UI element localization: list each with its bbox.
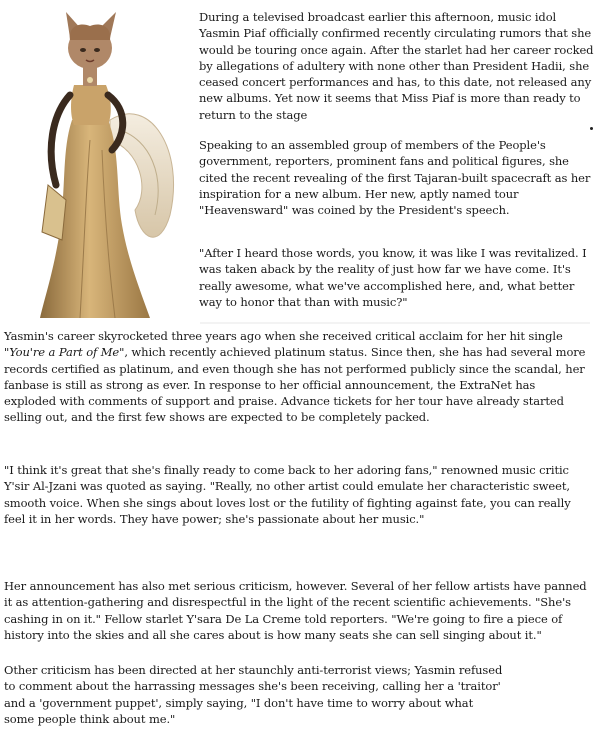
closing-paragraph: Other criticism has been directed at her staunchly anti-terrorist views; Yasmin refused to comment about the harrassing messages she's been receiving, calling her a 'traitor' and a 'government puppet', simply saying, "I don't have time to worry about what some people think about me." — [4, 663, 503, 726]
singer-figure-icon — [0, 0, 193, 320]
career-paragraph — [4, 328, 589, 426]
critic-quote-paragraph: "I think it's great that she's finally ready to come back to her adoring fans," renowned music critic Y'sir Al-Jzani was quoted as saying. "Really, no other artist could emulate her characteristic sweet, smooth voice. When she sings about loves lost or the futility of fighting against fate, you can really feel it in her words. They have power; she's passionate about her music." — [4, 463, 571, 526]
criticism-paragraph: Her announcement has also met serious criticism, however. Several of her fellow artists have panned it as attention-gathering and disrespectful in the light of the recent scientific achievements. "She's cashing in on it." Fellow starlet Y'sara De La Creme told reporters. "We're going to fire a piece of history into the skies and all she cares about is how many seats she can sell singing about it." — [4, 579, 587, 642]
career-text-start: Yasmin's career skyrocketed three years ago when she received critical acclaim for her hit single — [4, 329, 563, 343]
divider — [200, 322, 590, 324]
quote-paragraph: "After I heard those words, you know, it was like I was revitalized. I was taken aback by the reality of just how far we have come. It's really awesome, what we've accomplished here, and, what better way to honor that than with music?" — [199, 246, 587, 309]
stray-mark — [590, 127, 593, 130]
career-text-end: , which recently achieved platinum status. Since then, she has had several more records certified as platinum, and even though she has not performed publicly since the scandal, her fanbase is still as strong as ever. In response to her official announcement, the ExtraNet has exploded with comments of support and praise. Advance tickets for her tour have already started selling out, and the first few shows are expected to be completely packed. — [4, 345, 586, 425]
speech-paragraph: Speaking to an assembled group of members of the People's government, reporters, prominent fans and political figures, she cited the recent revealing of the first Tajaran-built spacecraft as her inspiration for a new album. Her new, aptly named tour "Heavensward" was coined by the President's speech. — [199, 138, 591, 218]
singer-illustration — [0, 0, 193, 320]
song-title: "You're a Part of Me" — [4, 345, 125, 360]
intro-paragraph: During a televised broadcast earlier this afternoon, music idol Yasmin Piaf officially confirmed recently circulating rumors that she would be touring once again. After the starlet had her career rocked by allegations of adultery with none other than President Hadii, she ceased concert performances and has, to this date, not released any new albums. Yet now it seems that Miss Piaf is more than ready to return to the stage — [199, 10, 594, 122]
